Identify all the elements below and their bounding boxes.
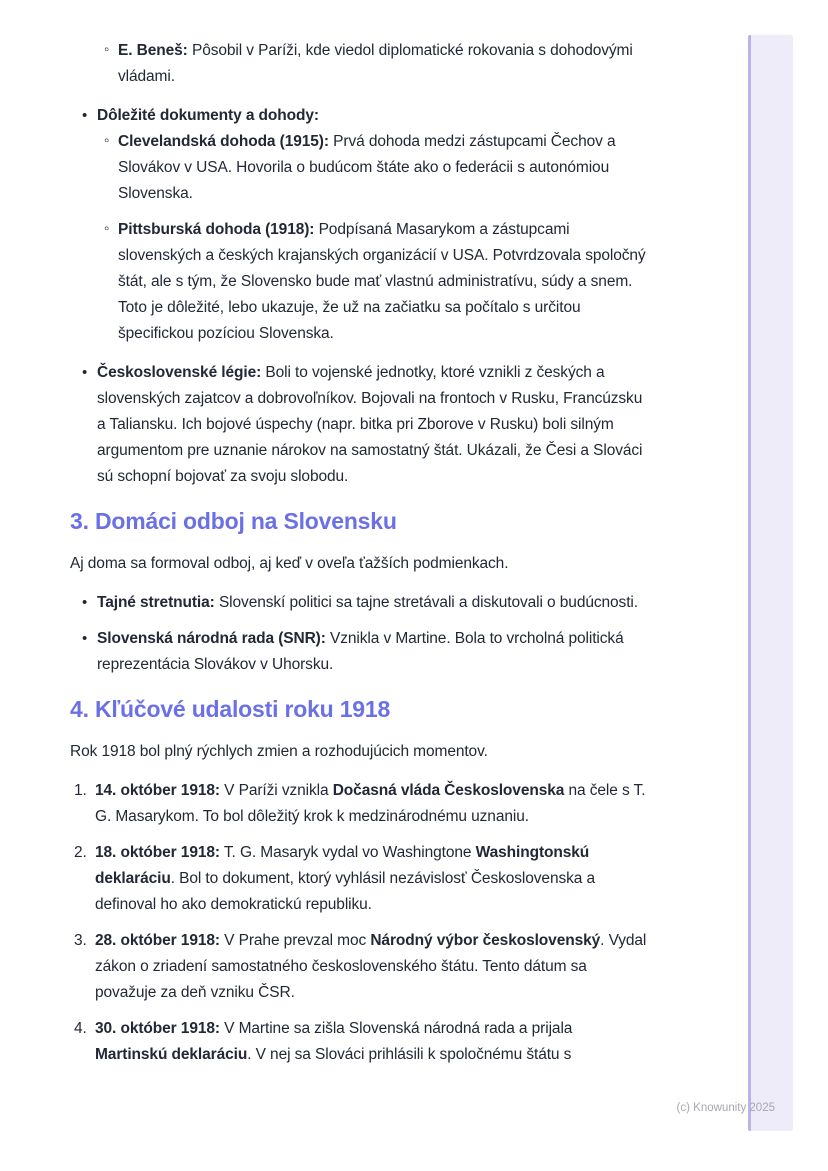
event-text: . Bol to dokument, ktorý vyhlásil nezávislosť Československa a definoval ho ako demokratickú republiku. <box>95 870 596 913</box>
list-item-event-2 <box>74 840 648 918</box>
list-item-event-1 <box>74 778 648 830</box>
term-description: Vznikla v Martine. Bola to vrcholná politická reprezentácia Slovákov v Uhorsku. <box>97 630 624 673</box>
list-item-documents-header <box>82 103 648 347</box>
event-text: . Vydal zákon o zriadení samostatného československého štátu. Tento dátum sa považuje za deň vzniku ČSR. <box>95 932 647 1001</box>
term-label: Slovenská národná rada (SNR): <box>97 630 326 647</box>
event-key-term: Martinskú deklaráciu <box>95 1046 248 1063</box>
list-item-cleveland <box>104 129 648 207</box>
list-number: 2. <box>74 844 87 861</box>
bullet-list-section3 <box>70 590 648 678</box>
event-text: V Martine sa zišla Slovenská národná rada a prijala <box>219 1020 573 1037</box>
disc-bullet-icon: • <box>82 630 88 647</box>
list-item-event-4 <box>74 1016 648 1068</box>
circle-bullet-icon: ◦ <box>104 41 110 58</box>
event-key-term: Washingtonskú deklaráciu <box>95 844 590 887</box>
term-label: Clevelandská dohoda (1915): <box>118 133 329 150</box>
event-text: T. G. Masaryk vydal vo Washingtone <box>219 844 476 861</box>
section-4-intro: Rok 1918 bol plný rýchlych zmien a rozhodujúcich momentov. <box>70 743 488 760</box>
event-date: 28. október 1918: <box>95 932 220 949</box>
disc-bullet-icon: • <box>82 107 88 124</box>
event-date: 30. október 1918: <box>95 1020 220 1037</box>
term-description: Slovenskí politici sa tajne stretávali a diskutovali o budúcnosti. <box>214 594 638 611</box>
term-description: Pôsobil v Paríži, kde viedol diplomatické rokovania s dohodovými vládami. <box>118 42 633 85</box>
term-label: E. Beneš: <box>118 42 188 59</box>
disc-bullet-icon: • <box>82 364 88 381</box>
list-item-pittsburgh <box>104 217 648 347</box>
list-item-legie <box>82 360 648 490</box>
list-number: 1. <box>74 782 87 799</box>
list-number: 3. <box>74 932 87 949</box>
term-label: Pittsburská dohoda (1918): <box>118 221 315 238</box>
list-number: 4. <box>74 1020 87 1037</box>
event-key-term: Národný výbor československý <box>370 932 601 949</box>
disc-bullet-icon: • <box>82 594 88 611</box>
section-heading-3: 3. Domáci odboj na Slovensku <box>70 508 397 534</box>
term-description: Boli to vojenské jednotky, ktoré vznikli z českých a slovenských zajatcov a dobrovoľníkov. Bojovali na frontoch v Rusku, Francúzsku a Taliansku. Ich bojové úspechy (napr. bitka pri Zborove v Rusku) boli silným argumentom pre uznanie nárokov na samostatný štát. Ukázali, že Česi a Slováci sú schopní bojovať za svoju slobodu. <box>97 364 643 485</box>
event-date: 18. október 1918: <box>95 844 220 861</box>
page-edge-strip <box>748 35 793 1131</box>
numbered-list-events <box>70 778 648 1068</box>
bullet-list-documents <box>70 103 648 347</box>
sub-bullet-list-documents <box>97 129 648 347</box>
term-description: Prvá dohoda medzi zástupcami Čechov a Slovákov v USA. Hovorila o budúcom štáte ako o federácii s autonómiou Slovenska. <box>118 133 616 202</box>
term-label: Tajné stretnutia: <box>97 594 215 611</box>
event-text: V Paríži vznikla <box>219 782 333 799</box>
list-item-event-3 <box>74 928 648 1006</box>
event-date: 14. október 1918: <box>95 782 220 799</box>
event-text: . V nej sa Slováci prihlásili k spoločnému štátu s <box>247 1046 572 1063</box>
event-text: na čele s T. G. Masarykom. To bol dôležitý krok k medzinárodnému uznaniu. <box>95 782 646 825</box>
section-heading-4: 4. Kľúčové udalosti roku 1918 <box>70 696 391 722</box>
list-item-tajne <box>82 590 648 616</box>
term-description: Podpísaná Masarykom a zástupcami slovenských a českých krajanských organizácií v USA. Potvrdzovala spoločný štát, ale s tým, že Slovensko bude mať vlastnú administratívu, súdy a snem. Toto je dôležité, lebo ukazuje, že už na začiatku sa počítalo s určitou špecifickou pozíciou Slovenska. <box>118 221 646 342</box>
sub-bullet-list-top <box>70 38 648 90</box>
term-label: Československé légie: <box>97 364 262 381</box>
bullet-list-legie <box>70 360 648 490</box>
term-label: Dôležité dokumenty a dohody: <box>97 107 319 124</box>
circle-bullet-icon: ◦ <box>104 132 110 149</box>
event-key-term: Dočasná vláda Československa <box>332 782 565 799</box>
list-item-benes <box>104 38 648 90</box>
circle-bullet-icon: ◦ <box>104 220 110 237</box>
list-item-snr <box>82 626 648 678</box>
page-content <box>70 38 648 1068</box>
copyright-notice: (c) Knowunity 2025 <box>676 1102 775 1114</box>
event-text: V Prahe prevzal moc <box>219 932 371 949</box>
section-3-intro: Aj doma sa formoval odboj, aj keď v oveľa ťažších podmienkach. <box>70 555 509 572</box>
